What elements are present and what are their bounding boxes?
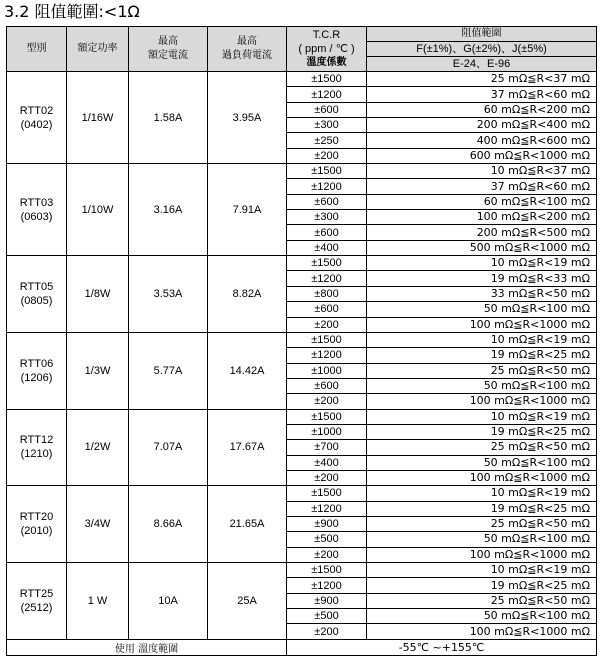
tcr-cell: ±1500: [287, 409, 367, 424]
overload-cell: 25A: [208, 563, 287, 640]
overload-cell: 17.67A: [208, 409, 287, 486]
tcr-cell: ±900: [287, 516, 367, 531]
model-cell: [7, 332, 67, 409]
range-cell: 10 mΩ≦R<37 mΩ: [367, 164, 597, 179]
tcr-cell: ±1200: [287, 501, 367, 516]
tcr-cell: ±600: [287, 194, 367, 209]
tcr-cell: ±200: [287, 394, 367, 409]
current-cell: 8.66A: [129, 486, 208, 563]
range-cell: 50 mΩ≦R<100 mΩ: [367, 378, 597, 393]
table-row: [7, 486, 597, 501]
tcr-cell: ±200: [287, 624, 367, 639]
tcr-cell: ±600: [287, 225, 367, 240]
header-current-line2: 額定電流: [148, 50, 188, 61]
tcr-cell: ±600: [287, 378, 367, 393]
range-cell: 10 mΩ≦R<19 mΩ: [367, 409, 597, 424]
range-cell: 37 mΩ≦R<60 mΩ: [367, 87, 597, 102]
range-cell: 100 mΩ≦R<1000 mΩ: [367, 547, 597, 562]
model-size: (0402): [20, 118, 53, 131]
model-name: RTT12: [19, 434, 54, 447]
overload-cell: 8.82A: [208, 256, 287, 333]
range-cell: 500 mΩ≦R<1000 mΩ: [367, 240, 597, 255]
range-cell: 200 mΩ≦R<500 mΩ: [367, 225, 597, 240]
model-size: (1206): [20, 371, 53, 384]
range-cell: 37 mΩ≦R<60 mΩ: [367, 179, 597, 194]
model-cell: [7, 72, 67, 164]
current-cell: 7.07A: [129, 409, 208, 486]
tcr-cell: ±1500: [287, 332, 367, 347]
current-cell: 10A: [129, 563, 208, 640]
range-cell: 100 mΩ≦R<1000 mΩ: [367, 394, 597, 409]
range-cell: 60 mΩ≦R<100 mΩ: [367, 194, 597, 209]
table-row: [7, 563, 597, 578]
range-cell: 200 mΩ≦R<400 mΩ: [367, 118, 597, 133]
range-cell: 19 mΩ≦R<25 mΩ: [367, 348, 597, 363]
header-tcr: [287, 27, 367, 72]
tcr-cell: ±200: [287, 470, 367, 485]
table-row: [7, 409, 597, 424]
tcr-cell: ±200: [287, 317, 367, 332]
tcr-cell: ±1500: [287, 563, 367, 578]
header-current: [129, 27, 208, 72]
tcr-cell: ±600: [287, 302, 367, 317]
power-cell: 1/16W: [67, 72, 129, 164]
tcr-cell: ±500: [287, 532, 367, 547]
header-range-tolerance: F(±1%)、G(±2%)、J(±5%): [367, 42, 597, 57]
model-name: RTT06: [19, 357, 54, 370]
range-cell: 10 mΩ≦R<19 mΩ: [367, 256, 597, 271]
range-cell: 25 mΩ≦R<50 mΩ: [367, 516, 597, 531]
table-row: [7, 72, 597, 87]
table-row: [7, 256, 597, 271]
model-name: RTT25: [19, 587, 54, 600]
range-cell: 10 mΩ≦R<19 mΩ: [367, 486, 597, 501]
tcr-cell: ±1200: [287, 179, 367, 194]
power-cell: 1/2W: [67, 409, 129, 486]
model-name: RTT03: [19, 196, 54, 209]
table-row: [7, 332, 597, 347]
tcr-cell: ±200: [287, 148, 367, 163]
model-size: (1210): [20, 448, 53, 461]
tcr-cell: ±400: [287, 455, 367, 470]
header-range-title: 阻值範圍: [367, 27, 597, 42]
overload-cell: 3.95A: [208, 72, 287, 164]
range-cell: 100 mΩ≦R<200 mΩ: [367, 210, 597, 225]
model-size: (2512): [20, 601, 53, 614]
range-cell: 50 mΩ≦R<100 mΩ: [367, 455, 597, 470]
power-cell: 1/10W: [67, 164, 129, 256]
model-cell: [7, 486, 67, 563]
range-cell: 19 mΩ≦R<25 mΩ: [367, 501, 597, 516]
operating-temp-label: 使用 溫度範圍: [7, 639, 287, 655]
resistance-range-table: [6, 26, 597, 656]
model-cell: [7, 409, 67, 486]
range-cell: 50 mΩ≦R<100 mΩ: [367, 609, 597, 624]
tcr-cell: ±1500: [287, 486, 367, 501]
range-cell: 100 mΩ≦R<1000 mΩ: [367, 317, 597, 332]
tcr-cell: ±1200: [287, 348, 367, 363]
range-cell: 25 mΩ≦R<50 mΩ: [367, 593, 597, 608]
header-power-label: 額定功率: [77, 43, 118, 54]
range-cell: 25 mΩ≦R<50 mΩ: [367, 440, 597, 455]
range-cell: 25 mΩ≦R<37 mΩ: [367, 72, 597, 87]
header-overload: [208, 27, 287, 72]
range-cell: 25 mΩ≦R<50 mΩ: [367, 363, 597, 378]
model-name: RTT20: [19, 511, 54, 524]
range-cell: 19 mΩ≦R<25 mΩ: [367, 578, 597, 593]
range-cell: 100 mΩ≦R<1000 mΩ: [367, 624, 597, 639]
range-cell: 10 mΩ≦R<19 mΩ: [367, 563, 597, 578]
table-body: [7, 72, 597, 640]
range-cell: 19 mΩ≦R<25 mΩ: [367, 424, 597, 439]
table-row: [7, 164, 597, 179]
power-cell: 1/3W: [67, 332, 129, 409]
tcr-cell: ±300: [287, 210, 367, 225]
range-cell: 100 mΩ≦R<1000 mΩ: [367, 470, 597, 485]
tcr-cell: ±400: [287, 240, 367, 255]
model-cell: [7, 256, 67, 333]
range-cell: 50 mΩ≦R<100 mΩ: [367, 532, 597, 547]
header-range-series: E-24、E-96: [367, 57, 597, 72]
overload-cell: 7.91A: [208, 164, 287, 256]
power-cell: 1/8W: [67, 256, 129, 333]
header-model: 型別: [7, 27, 67, 72]
range-cell: 400 mΩ≦R<600 mΩ: [367, 133, 597, 148]
current-cell: 3.16A: [129, 164, 208, 256]
tcr-cell: ±600: [287, 102, 367, 117]
tcr-cell: ±1500: [287, 72, 367, 87]
header-current-line1: 最高: [158, 36, 178, 47]
range-cell: 600 mΩ≦R<1000 mΩ: [367, 148, 597, 163]
section-heading: 3.2 阻值範圍:<1Ω: [4, 2, 140, 21]
tcr-cell: ±1200: [287, 87, 367, 102]
header-overload-line1: 最高: [237, 36, 257, 47]
tcr-cell: ±300: [287, 118, 367, 133]
header-power: [67, 27, 129, 72]
tcr-cell: ±1500: [287, 164, 367, 179]
model-name: RTT02: [19, 104, 54, 117]
power-cell: 1 W: [67, 563, 129, 640]
tcr-cell: ±700: [287, 440, 367, 455]
tcr-cell: ±1000: [287, 363, 367, 378]
model-size: (2010): [20, 525, 53, 538]
model-size: (0603): [20, 210, 53, 223]
overload-cell: 21.65A: [208, 486, 287, 563]
overload-cell: 14.42A: [208, 332, 287, 409]
model-name: RTT05: [19, 280, 54, 293]
range-cell: 19 mΩ≦R<33 mΩ: [367, 271, 597, 286]
header-tcr-line1: T.C.R: [312, 29, 341, 41]
header-tcr-line2: ( ppm / ℃ ): [298, 43, 355, 55]
tcr-cell: ±900: [287, 593, 367, 608]
operating-temp-value: -55℃ ~+155℃: [287, 639, 597, 655]
tcr-cell: ±1200: [287, 578, 367, 593]
tcr-cell: ±1500: [287, 256, 367, 271]
tcr-cell: ±200: [287, 547, 367, 562]
range-cell: 50 mΩ≦R<100 mΩ: [367, 302, 597, 317]
tcr-cell: ±250: [287, 133, 367, 148]
range-cell: 60 mΩ≦R<200 mΩ: [367, 102, 597, 117]
model-cell: [7, 164, 67, 256]
tcr-cell: ±800: [287, 286, 367, 301]
tcr-cell: ±1000: [287, 424, 367, 439]
power-cell: 3/4W: [67, 486, 129, 563]
current-cell: 3.53A: [129, 256, 208, 333]
range-cell: 33 mΩ≦R<50 mΩ: [367, 286, 597, 301]
current-cell: 5.77A: [129, 332, 208, 409]
model-size: (0805): [20, 294, 53, 307]
header-tcr-line3: 溫度係數: [306, 57, 347, 68]
tcr-cell: ±500: [287, 609, 367, 624]
header-overload-line2: 過負荷電流: [222, 50, 272, 61]
tcr-cell: ±1200: [287, 271, 367, 286]
current-cell: 1.58A: [129, 72, 208, 164]
model-cell: [7, 563, 67, 640]
range-cell: 10 mΩ≦R<19 mΩ: [367, 332, 597, 347]
